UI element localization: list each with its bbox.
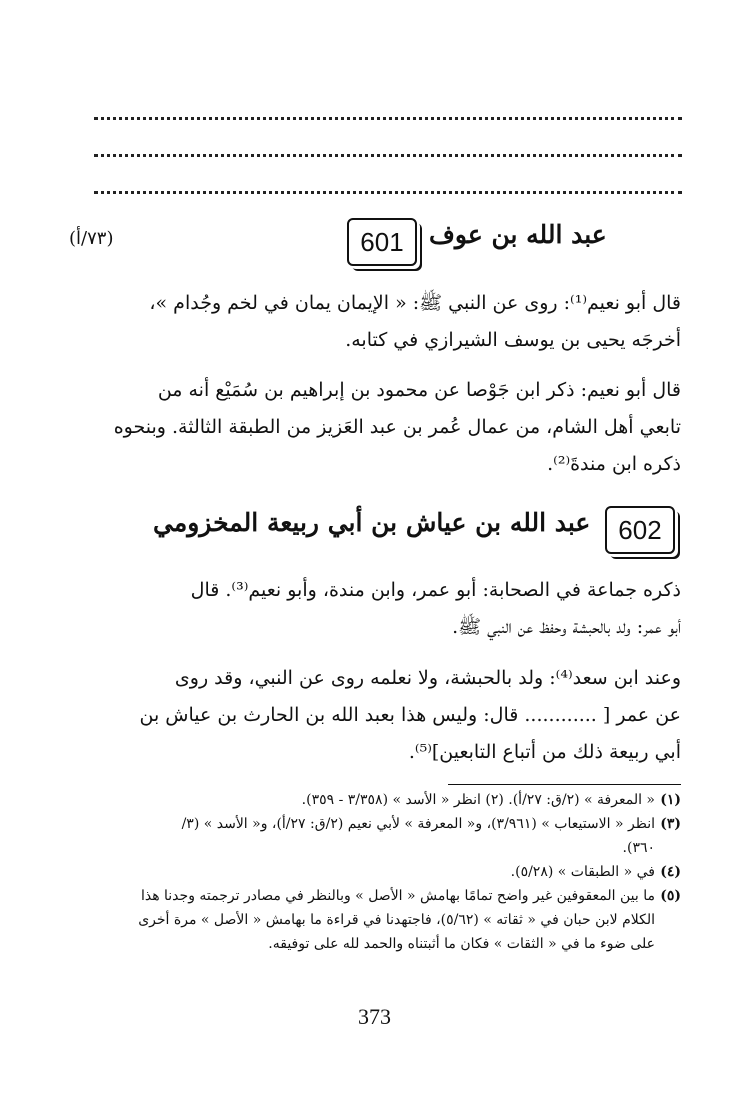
dotted-line [94,117,682,120]
entry-601-paragraph-2 [69,372,681,483]
footnote-text: ٣٦٠). [622,840,655,856]
footnote-text: انظر « الاستيعاب » (٣/٩٦١)، و« المعرفة » لأبي نعيم (٢/ق: ٢٧/أ)، و« الأسد » (٣/ [181,816,655,832]
folio-reference: (٧٣/أ) [69,228,114,249]
entry-title: عبد الله بن عوف [429,220,607,249]
footnote-text: على ضوء ما في « الثقات » فكان ما أثبتناه والحمد لله على توفيقه. [268,936,655,952]
text-line: تابعي أهل الشام، من عمال عُمر بن عبد العَزيز من الطبقة الثالثة. وبنحوه [113,416,681,438]
footnote-row [69,788,681,812]
text-line: ذكره جماعة في الصحابة: أبو عمر، وابن مندة، وأبو نعيم⁽³⁾. قال [190,579,681,601]
entry-title: عبد الله بن عياش بن أبي ربيعة المخزومي [153,508,591,537]
footnote-row [69,884,681,908]
footnote-text: الكلام لابن حبان في « ثقاته » (٥/٦٢)، فاجتهدنا في قراءة ما بهامش « الأصل » مرة أخرى [138,912,655,928]
entry-number-box: 601 [347,218,417,266]
text-line: أخرجَه يحيى بن يوسف الشيرازي في كتابه. [345,329,681,351]
footnote-separator [448,784,681,785]
text-line: وعند ابن سعد⁽⁴⁾: ولد بالحبشة، ولا نعلمه روى عن النبي، وقد روى [174,667,681,689]
footnotes [69,788,681,956]
footnote-row [69,908,681,932]
entry-601-heading [69,218,681,278]
text-line: أبو عمر: ولد بالحبشة وحفظ عن النبي ﷺ. [452,616,681,638]
dotted-line [94,191,682,194]
footnote-number: (٣) [660,816,681,832]
footnote-row [69,860,681,884]
page-number: 373 [358,1004,391,1029]
footnote-text: ما بين المعقوفين غير واضح تمامًا بهامش « الأصل » وبالنظر في مصادر ترجمته وجدنا هذا [140,888,655,904]
dotted-line [94,154,682,157]
footnote-row [69,932,681,956]
footnote-text: في « الطبقات » (٥/٢٨). [510,864,655,880]
entry-601-paragraph-1 [69,285,681,359]
entry-602-heading [69,506,681,566]
text-line: عن عمر [ ............ قال: وليس هذا بعبد الله بن الحارث بن عياش بن [139,704,681,726]
entry-602-paragraph-2 [69,660,681,771]
text-line: قال أبو نعيم: ذكر ابن جَوْصا عن محمود بن إبراهيم بن سُمَيْع أنه من [157,379,681,401]
entry-602-paragraph-1 [69,572,681,646]
text-line: أبي ربيعة ذلك من أتباع التابعين]⁽⁵⁾. [408,741,681,763]
footnote-number: (٥) [660,888,681,904]
text-line: ذكره ابن مندةَ⁽²⁾. [547,453,681,475]
footnote-number: (٤) [660,864,681,880]
footnote-text: « المعرفة » (٢/ق: ٢٧/أ). (٢) انظر « الأسد » (٣/٣٥٨ - ٣٥٩). [301,792,655,808]
text-line: قال أبو نعيم⁽¹⁾: روى عن النبي ﷺ: « الإيمان يمان في لخم وجُدام »، [149,292,681,314]
footnote-row [69,836,681,860]
footnote-row [69,812,681,836]
entry-number-box: 602 [605,506,675,554]
footnote-number: (١) [660,792,681,808]
